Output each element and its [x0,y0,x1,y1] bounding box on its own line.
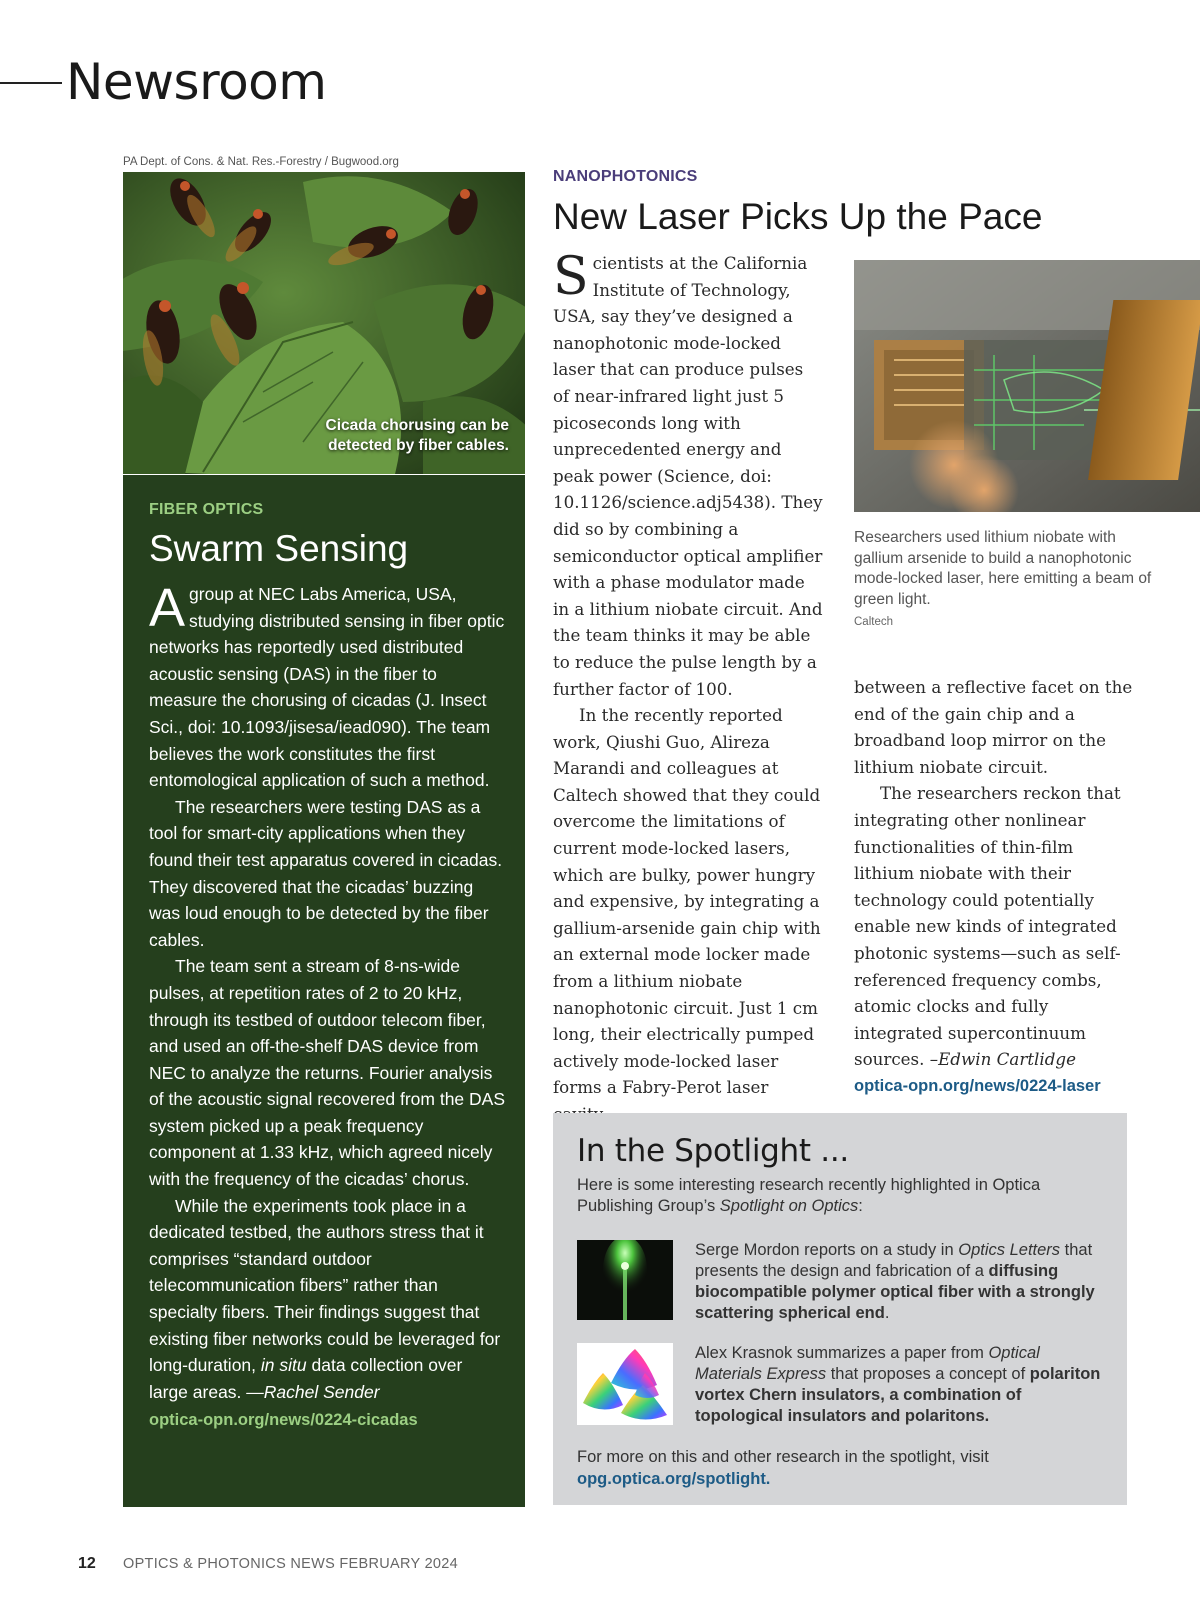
spotlight-item [695,1240,1095,1324]
item-text: Serge Mordon reports on a study in [695,1241,954,1259]
drop-cap: S [553,247,589,307]
author-byline: –Edwin Cartlidge [929,1049,1076,1070]
photo-credit: Caltech [854,616,893,628]
article-body [149,578,506,1434]
item-text: that proposes a concept of [830,1365,1026,1383]
intro-text: : [858,1197,863,1215]
photo-caption: Researchers used lithium niobate with gallium arsenide to build a nanophotonic mode-locked laser, here emitting a beam of green light. [854,529,1152,608]
fiber-glow-thumbnail [577,1240,673,1320]
paragraph [149,1193,505,1406]
paragraph [854,780,1136,1073]
article-column-2 [854,674,1136,1100]
paragraph: In the recently reported work, Qiushi Guo, Alireza Marandi and colleagues at Caltech showed that they could overcome the limitations of current mode-locked lasers, which are bulky, power hungry and expensive, by integrating a gallium-arsenide gain chip with an external mode locker made from a lithium niobate nanophotonic circuit. Just 1 cm long, their electrically pumped actively mode-locked laser forms a Fabry-Perot laser [553,705,821,1098]
photo-credit: PA Dept. of Cons. & Nat. Res.-Forestry / Bugwood.org [123,156,399,168]
article-title: New Laser Picks Up the Pace [553,196,1043,237]
emphasis: Optics Letters [958,1241,1061,1259]
category-label: NANOPHOTONICS [553,168,698,185]
drop-cap: A [149,578,186,638]
spotlight-title: In the Spotlight ... [577,1133,849,1169]
section-title: Newsroom [66,53,327,111]
laser-photo-illustration [854,260,1200,512]
spotlight-box [553,1113,1127,1505]
header-rule [0,82,62,84]
fiber-optics-panel [123,475,525,1507]
intro-text: Here is some interesting research recently highlighted in Optica Publishing Group’s [577,1176,1041,1215]
vortex-illustration [577,1343,673,1425]
article-column-1 [553,247,823,1128]
paragraph-text: data collection over large areas. [149,1355,463,1402]
photo-caption: Cicada chorusing can be detected by fiber cables. [325,417,509,454]
highlight-text: diffusing biocompatible polymer optical fiber with a strongly scattering spherical end [695,1262,1095,1322]
article-link[interactable]: optica-opn.org/news/0224-cicadas [149,1411,418,1430]
paragraph: The team sent a stream of 8-ns-wide pulses, at repetition rates of 2 to 20 kHz, through its testbed of outdoor telecom fiber, and used an off-the-shelf DAS device from NEC to analyze the returns. Fourier analysis of the acoustic signal recovered from the DAS system picked up a peak frequency component at 1.33 kHz, which agreed nicely with the frequency of the cicadas’ chorus. [149,956,506,1190]
category-label: FIBER OPTICS [149,501,264,518]
spotlight-more [577,1446,1097,1490]
paragraph: The researchers were testing DAS as a tool for smart-city applications when they found their test apparatus covered in cicadas. They discovered that the cicadas’ buzzing was loud enough to be detected by the fiber cables. [149,796,503,950]
spotlight-link[interactable]: opg.optica.org/spotlight. [577,1470,771,1488]
emphasis: in situ [260,1355,307,1376]
paragraph-text: The researchers reckon that integrating other nonlinear functionalities of thin-film lithium niobate with their technology could potentially enable new kinds of integrated photonic systems—such as self-referenced frequency combs, atomic clocks and fully integrated supercontinuum sources. [854,783,1121,1070]
paragraph [149,578,505,794]
item-text: that presents the design and fabrication of a [695,1241,1093,1280]
paragraph-text: While the experiments took place in a dedicated testbed, the authors stress that it comprises “standard outdoor telecommunication fibers” rather than specialty fibers. Their findings suggest that existing fiber networks could be leveraged for long-duration, [149,1195,501,1376]
publication-name: OPTICS & PHOTONICS NEWS FEBRUARY 2024 [123,1556,459,1572]
vortex-thumbnail [577,1343,673,1425]
paragraph [553,247,823,702]
page-number: 12 [78,1555,96,1572]
emphasis: Optical Materials Express [695,1344,1040,1383]
paragraph-text: group at NEC Labs America, USA, studying distributed sensing in fiber optic networks has reportedly used distributed acoustic sensing (DAS) in the fiber to measure the chorusing of cicadas (J. Insect Sci., doi: 10.1093/jisesa/iead090). The team believes the work constitutes the first entomological application of such a method. [149,584,505,791]
spotlight-item [695,1343,1105,1427]
article-title: Swarm Sensing [149,528,409,569]
item-text: Alex Krasnok summarizes a paper from [695,1344,984,1362]
fiber-glow-illustration [577,1240,673,1320]
laser-photo [854,260,1200,512]
cicada-photo [123,172,525,474]
emphasis: Spotlight on Optics [719,1197,859,1215]
spotlight-intro [577,1175,1097,1217]
author-byline: —Rachel Sender [246,1381,380,1402]
highlight-text: polariton vortex Chern insulators, a combination of topological insulators and polaritons. [695,1365,1101,1425]
paragraph: between a reflective facet on the end of the gain chip and a broadband loop mirror on the lithium niobate circuit. [854,677,1133,777]
more-text: For more on this and other research in the spotlight, visit [577,1448,989,1466]
article-link[interactable]: optica-opn.org/news/0224-laser [854,1076,1101,1095]
paragraph-text: cientists at the California Institute of Technology, USA, say they’ve designed a nanophotonic mode-locked laser that can produce pulses of near-infrared light just 5 picoseconds long with unprecedented energy and peak power (Science, doi: 10.1126/science.adj5438). They did so by combining a semiconductor optical amplifier with a phase modulator made in a lithium niobate circuit. And the team thinks it may be able to reduce the pulse length by a further factor of 100. [553,253,823,699]
item-text: . [884,1304,890,1322]
